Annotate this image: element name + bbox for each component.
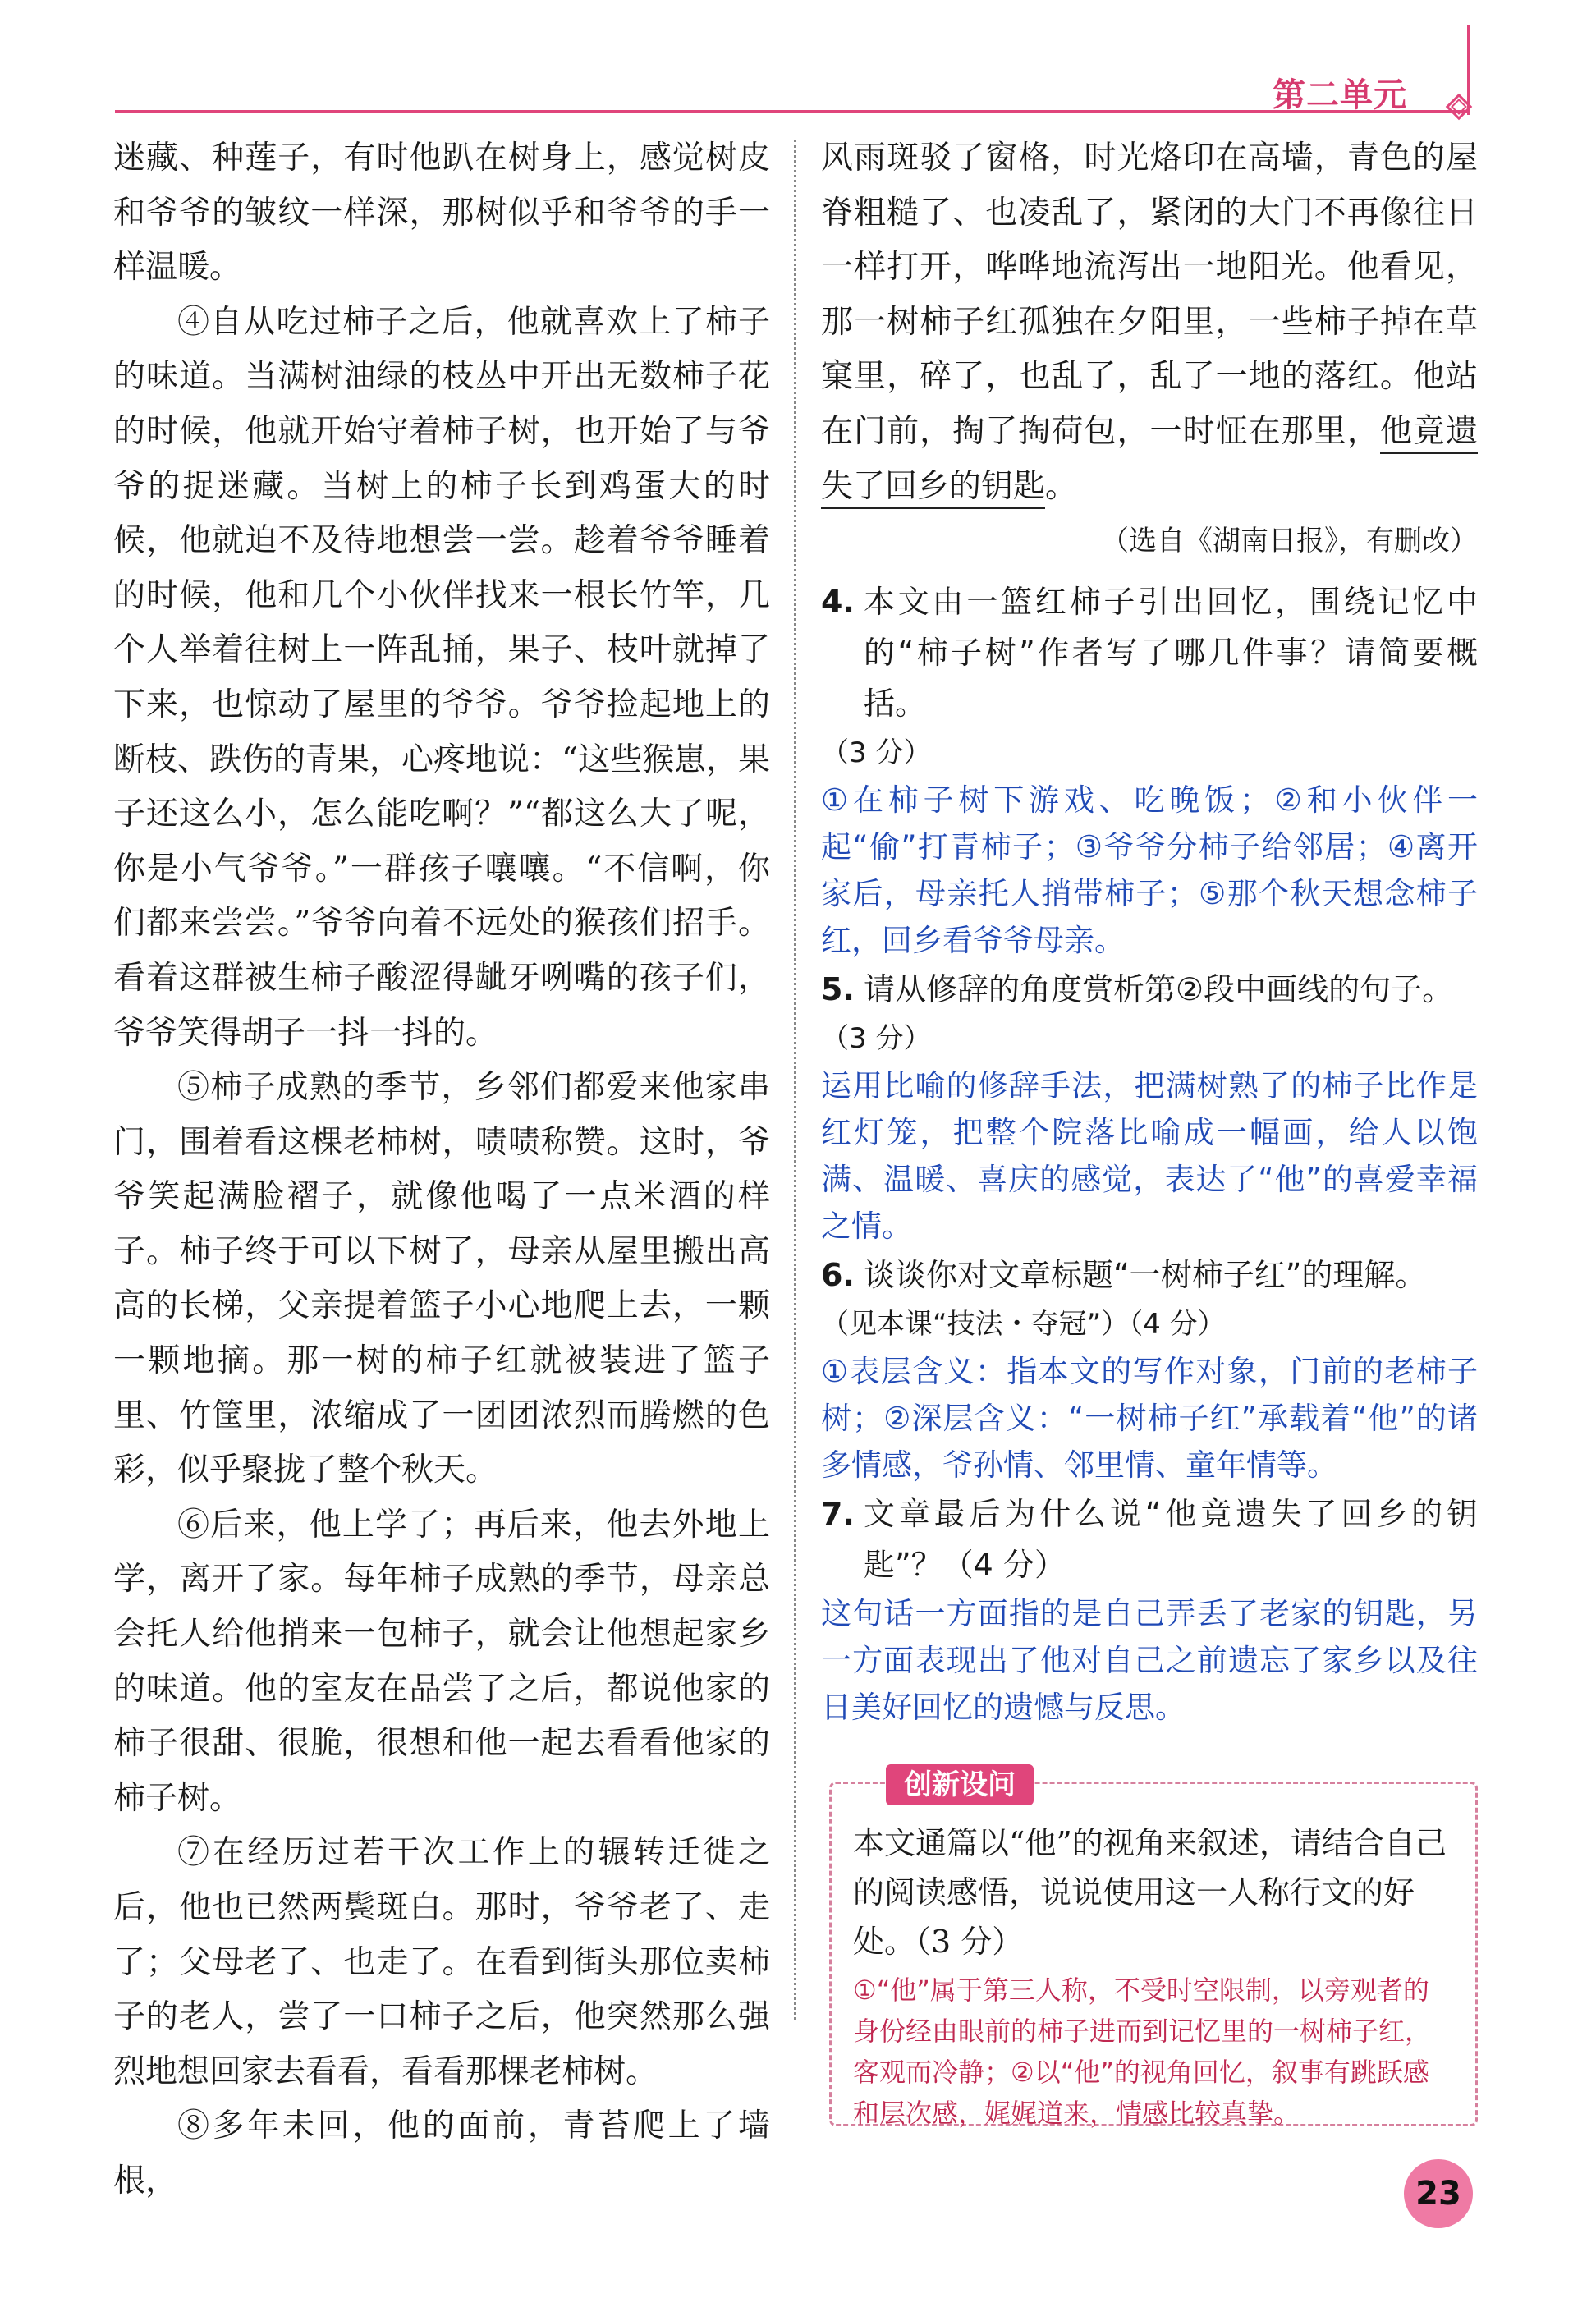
question-points: （3 分）	[821, 1022, 932, 1056]
question-6	[821, 1250, 1478, 1300]
left-column	[113, 131, 770, 2209]
innovation-answer: ①“他”属于第三人称，不受时空限制，以旁观者的身份经由眼前的柿子进而到记忆里的一树柿子红，客观而冷静；②以“他”的视角回忆，叙事有跳跃感和层次感，娓娓道来，情感比较真挚。	[853, 1974, 1432, 2129]
chinese-knot-icon	[1442, 90, 1475, 123]
paragraph-6: ⑥后来，他上学了；再后来，他去外地上学，离开了家。每年柿子成熟的季节，母亲总会托人给他捎来一包柿子，就会让他想起家乡的味道。他的室友在品尝了之后，都说他家的柿子很甜、很脆，很想和他一起去看看他家的柿子树。	[113, 1506, 770, 1817]
question-number: 4.	[821, 584, 855, 621]
paragraph-8-continued	[821, 131, 1478, 514]
paragraph-4: ④自从吃过柿子之后，他就喜欢上了柿子的味道。当满树油绿的枝丛中开出无数柿子花的时候，他就开始守着柿子树，也开始了与爷爷的捉迷藏。当树上的柿子长到鸡蛋大的时候，他就迫不及待地想尝一尝。趁着爷爷睡着的时候，他和几个小伙伴找来一根长竹竿，几个人举着往树上一阵乱捅，果子、枝叶就掉了下来，也惊动了屋里的爷爷。爷爷捡起地上的断枝、跌伤的青果，心疼地说：“这些猴崽，果子还这么小，怎么能吃啊？”“都这么大了呢，你是小气爷爷。”一群孩子嚷嚷。“不信啊，你们都来尝尝。”爷爷向着不远处的猴孩们招手。看着这群被生柿子酸涩得龇牙咧嘴的孩子们，爷爷笑得胡子一抖一抖的。	[113, 303, 770, 1052]
underlined-sentence: 他竟遗失了回乡的钥匙	[821, 413, 1478, 509]
source-citation: （选自《湖南日报》，有删改）	[1101, 525, 1478, 558]
innovation-tag: 创新设问	[886, 1764, 1034, 1805]
question-text: 文章最后为什么说“他竟遗失了回乡的钥匙”？（4 分）	[864, 1496, 1478, 1584]
answer-5: 运用比喻的修辞手法，把满树熟了的柿子比作是红灯笼，把整个院落比喻成一幅画，给人以饱满、温暖、喜庆的感觉，表达了“他”的喜爱幸福之情。	[821, 1068, 1478, 1245]
paragraph-continuation: 迷藏、种莲子，有时他趴在树身上，感觉树皮和爷爷的皱纹一样深，那树似乎和爷爷的手一样温暖。	[113, 140, 770, 287]
question-points: （3 分）	[821, 736, 932, 770]
paragraph-7: ⑦在经历过若干次工作上的辗转迁徙之后，他也已然两鬓斑白。那时，爷爷老了、走了；父母老了、也走了。在看到街头那位卖柿子的老人，尝了一口柿子之后，他突然那么强烈地想回家去看看，看看那棵老柿树。	[113, 1834, 770, 2090]
paragraph-end: 。	[1045, 467, 1078, 505]
question-text: 本文由一篮红柿子引出回忆，围绕记忆中的“柿子树”作者写了哪几件事？请简要概括。	[864, 584, 1478, 722]
header-rule	[115, 110, 1470, 113]
answer-7: 这句话一方面指的是自己弄丢了老家的钥匙，另一方面表现出了他对自己之前遗忘了家乡以及往日美好回忆的遗憾与反思。	[821, 1596, 1478, 1726]
page-number: 23	[1404, 2159, 1473, 2228]
question-text: 请从修辞的角度赏析第②段中画线的句子。	[864, 971, 1454, 1008]
right-column	[821, 131, 1478, 1731]
answer-6: ①表层含义：指本文的写作对象，门前的老柿子树；②深层含义：“一树柿子红”承载着“他”的诸多情感，爷孙情、邻里情、童年情等。	[821, 1354, 1478, 1484]
question-4	[821, 576, 1478, 729]
column-divider	[794, 140, 796, 2020]
unit-title: 第二单元	[1273, 76, 1407, 114]
question-number: 6.	[821, 1257, 855, 1294]
question-points: （见本课“技法・夺冠”）（4 分）	[821, 1308, 1226, 1342]
innovation-question: 本文通篇以“他”的视角来叙述，请结合自己的阅读感悟，说说使用这一人称行文的好处。（3 分）	[853, 1825, 1447, 1960]
paragraph-5: ⑤柿子成熟的季节，乡邻们都爱来他家串门，围着看这棵老柿树，啧啧称赞。这时，爷爷笑起满脸褶子，就像他喝了一点米酒的样子。柿子终于可以下树了，母亲从屋里搬出高高的长梯，父亲提着篮子小心地爬上去，一颗一颗地摘。那一树的柿子红就被装进了篮子里、竹筐里，浓缩成了一团团浓烈而腾燃的色彩，似乎聚拢了整个秋天。	[113, 1069, 770, 1489]
paragraph-text: 风雨斑驳了窗格，时光烙印在高墙，青色的屋脊粗糙了、也凌乱了，紧闭的大门不再像往日一样打开，哗哗地流泻出一地阳光。他看见，那一树柿子红孤独在夕阳里，一些柿子掉在草窠里，碎了，也乱了，乱了一地的落红。他站在门前，掏了掏荷包，一时怔在那里，	[821, 140, 1478, 450]
answer-4: ①在柿子树下游戏、吃晚饭；②和小伙伴一起“偷”打青柿子；③爷爷分柿子给邻居；④离开家后，母亲托人捎带柿子；⑤那个秋天想念柿子红，回乡看爷爷母亲。	[821, 782, 1478, 959]
question-7	[821, 1488, 1478, 1590]
question-5	[821, 964, 1478, 1015]
paragraph-8: ⑧多年未回，他的面前，青苔爬上了墙根，	[113, 2107, 770, 2199]
question-text: 谈谈你对文章标题“一树柿子红”的理解。	[864, 1257, 1427, 1294]
question-number: 7.	[821, 1496, 855, 1533]
innovation-question-box	[829, 1768, 1478, 2129]
question-number: 5.	[821, 971, 855, 1008]
